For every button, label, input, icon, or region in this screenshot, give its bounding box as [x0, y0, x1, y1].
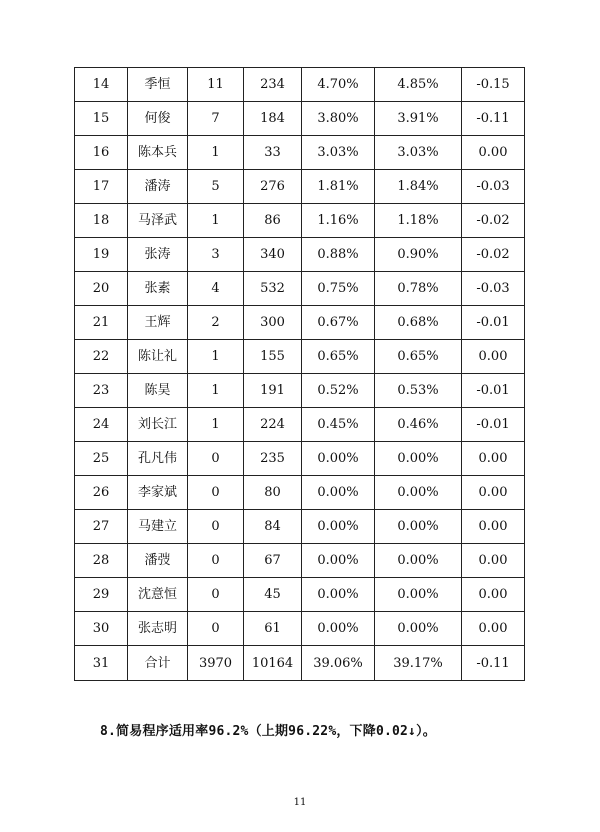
- name-cell: 潘弢: [128, 544, 188, 578]
- change-cell: -0.15: [462, 68, 525, 102]
- previous-rate-cell: 0.53%: [375, 374, 462, 408]
- table-row: [75, 306, 525, 340]
- change-cell: -0.01: [462, 408, 525, 442]
- count-cell: 3: [188, 238, 244, 272]
- total-cell: 61: [244, 612, 302, 646]
- previous-rate-cell: 3.03%: [375, 136, 462, 170]
- previous-rate-cell: 1.18%: [375, 204, 462, 238]
- change-cell: -0.02: [462, 204, 525, 238]
- total-cell: 155: [244, 340, 302, 374]
- rank-cell: 28: [75, 544, 128, 578]
- rank-cell: 14: [75, 68, 128, 102]
- summary-line: 8.简易程序适用率96.2%（上期96.22%，下降0.02↓）。: [100, 724, 436, 739]
- rank-cell: 31: [75, 646, 128, 681]
- change-cell: -0.02: [462, 238, 525, 272]
- previous-rate-cell: 0.00%: [375, 578, 462, 612]
- count-cell: 4: [188, 272, 244, 306]
- previous-rate-cell: 0.00%: [375, 544, 462, 578]
- name-cell: 沈意恒: [128, 578, 188, 612]
- previous-rate-cell: 0.00%: [375, 442, 462, 476]
- count-cell: 1: [188, 204, 244, 238]
- total-cell: 276: [244, 170, 302, 204]
- rank-cell: 17: [75, 170, 128, 204]
- change-cell: -0.11: [462, 102, 525, 136]
- previous-rate-cell: 0.90%: [375, 238, 462, 272]
- name-cell: 张涛: [128, 238, 188, 272]
- total-cell: 340: [244, 238, 302, 272]
- rank-cell: 20: [75, 272, 128, 306]
- change-cell: -0.03: [462, 272, 525, 306]
- rate-cell: 39.06%: [302, 646, 375, 681]
- rank-cell: 21: [75, 306, 128, 340]
- rank-cell: 26: [75, 476, 128, 510]
- name-cell: 马泽武: [128, 204, 188, 238]
- change-cell: -0.01: [462, 306, 525, 340]
- change-cell: 0.00: [462, 612, 525, 646]
- count-cell: 0: [188, 578, 244, 612]
- total-cell: 84: [244, 510, 302, 544]
- name-cell: 孔凡伟: [128, 442, 188, 476]
- previous-rate-cell: 1.84%: [375, 170, 462, 204]
- name-cell: 潘涛: [128, 170, 188, 204]
- name-cell: 陈昊: [128, 374, 188, 408]
- rate-cell: 0.00%: [302, 612, 375, 646]
- rank-cell: 15: [75, 102, 128, 136]
- count-cell: 7: [188, 102, 244, 136]
- table-row: [75, 578, 525, 612]
- rank-cell: 25: [75, 442, 128, 476]
- change-cell: 0.00: [462, 442, 525, 476]
- rate-cell: 0.67%: [302, 306, 375, 340]
- total-cell: 234: [244, 68, 302, 102]
- previous-rate-cell: 0.00%: [375, 510, 462, 544]
- table-row: [75, 476, 525, 510]
- previous-rate-cell: 0.46%: [375, 408, 462, 442]
- previous-rate-cell: 0.65%: [375, 340, 462, 374]
- name-cell: 刘长江: [128, 408, 188, 442]
- rank-cell: 19: [75, 238, 128, 272]
- table-row: [75, 612, 525, 646]
- count-cell: 5: [188, 170, 244, 204]
- count-cell: 3970: [188, 646, 244, 681]
- total-cell: 45: [244, 578, 302, 612]
- rate-cell: 1.16%: [302, 204, 375, 238]
- total-cell: 532: [244, 272, 302, 306]
- change-cell: 0.00: [462, 578, 525, 612]
- count-cell: 0: [188, 544, 244, 578]
- previous-rate-cell: 39.17%: [375, 646, 462, 681]
- table-body: [75, 68, 525, 681]
- table-row: [75, 204, 525, 238]
- rate-cell: 0.52%: [302, 374, 375, 408]
- rate-cell: 0.45%: [302, 408, 375, 442]
- rank-cell: 23: [75, 374, 128, 408]
- change-cell: 0.00: [462, 476, 525, 510]
- table-row: [75, 102, 525, 136]
- previous-rate-cell: 0.78%: [375, 272, 462, 306]
- name-cell: 李家斌: [128, 476, 188, 510]
- rank-cell: 22: [75, 340, 128, 374]
- table-row: [75, 544, 525, 578]
- count-cell: 11: [188, 68, 244, 102]
- total-cell: 191: [244, 374, 302, 408]
- table-row: [75, 170, 525, 204]
- count-cell: 1: [188, 340, 244, 374]
- rate-cell: 3.03%: [302, 136, 375, 170]
- previous-rate-cell: 0.68%: [375, 306, 462, 340]
- table-row: [75, 340, 525, 374]
- rank-cell: 16: [75, 136, 128, 170]
- rate-cell: 0.00%: [302, 476, 375, 510]
- change-cell: 0.00: [462, 544, 525, 578]
- count-cell: 2: [188, 306, 244, 340]
- table-row: [75, 136, 525, 170]
- rate-cell: 0.00%: [302, 544, 375, 578]
- name-cell: 马建立: [128, 510, 188, 544]
- page-number: 11: [293, 797, 307, 808]
- table-row: [75, 408, 525, 442]
- change-cell: 0.00: [462, 510, 525, 544]
- name-cell: 合计: [128, 646, 188, 681]
- previous-rate-cell: 0.00%: [375, 612, 462, 646]
- total-cell: 184: [244, 102, 302, 136]
- change-cell: -0.03: [462, 170, 525, 204]
- rate-cell: 4.70%: [302, 68, 375, 102]
- rate-cell: 1.81%: [302, 170, 375, 204]
- name-cell: 张素: [128, 272, 188, 306]
- count-cell: 1: [188, 136, 244, 170]
- table-row: [75, 68, 525, 102]
- total-cell: 300: [244, 306, 302, 340]
- table-row: [75, 442, 525, 476]
- rank-cell: 24: [75, 408, 128, 442]
- count-cell: 0: [188, 476, 244, 510]
- name-cell: 季恒: [128, 68, 188, 102]
- previous-rate-cell: 4.85%: [375, 68, 462, 102]
- change-cell: 0.00: [462, 136, 525, 170]
- table-row: [75, 510, 525, 544]
- table-row: [75, 374, 525, 408]
- name-cell: 陈让礼: [128, 340, 188, 374]
- total-cell: 224: [244, 408, 302, 442]
- rank-cell: 18: [75, 204, 128, 238]
- count-cell: 0: [188, 442, 244, 476]
- change-cell: -0.01: [462, 374, 525, 408]
- table-row: [75, 272, 525, 306]
- count-cell: 1: [188, 374, 244, 408]
- name-cell: 张志明: [128, 612, 188, 646]
- change-cell: -0.11: [462, 646, 525, 681]
- table-row: [75, 238, 525, 272]
- change-cell: 0.00: [462, 340, 525, 374]
- total-cell: 33: [244, 136, 302, 170]
- rank-cell: 29: [75, 578, 128, 612]
- total-cell: 67: [244, 544, 302, 578]
- name-cell: 王辉: [128, 306, 188, 340]
- rate-cell: 0.00%: [302, 510, 375, 544]
- rate-cell: 0.75%: [302, 272, 375, 306]
- count-cell: 0: [188, 612, 244, 646]
- total-cell: 235: [244, 442, 302, 476]
- total-cell: 86: [244, 204, 302, 238]
- rate-cell: 0.00%: [302, 442, 375, 476]
- total-cell: 10164: [244, 646, 302, 681]
- previous-rate-cell: 3.91%: [375, 102, 462, 136]
- total-cell: 80: [244, 476, 302, 510]
- table-total-row: [75, 646, 525, 681]
- rank-cell: 30: [75, 612, 128, 646]
- count-cell: 1: [188, 408, 244, 442]
- rate-cell: 3.80%: [302, 102, 375, 136]
- count-cell: 0: [188, 510, 244, 544]
- statistics-table: [74, 67, 525, 681]
- name-cell: 陈本兵: [128, 136, 188, 170]
- previous-rate-cell: 0.00%: [375, 476, 462, 510]
- rate-cell: 0.65%: [302, 340, 375, 374]
- rate-cell: 0.00%: [302, 578, 375, 612]
- name-cell: 何俊: [128, 102, 188, 136]
- rank-cell: 27: [75, 510, 128, 544]
- rate-cell: 0.88%: [302, 238, 375, 272]
